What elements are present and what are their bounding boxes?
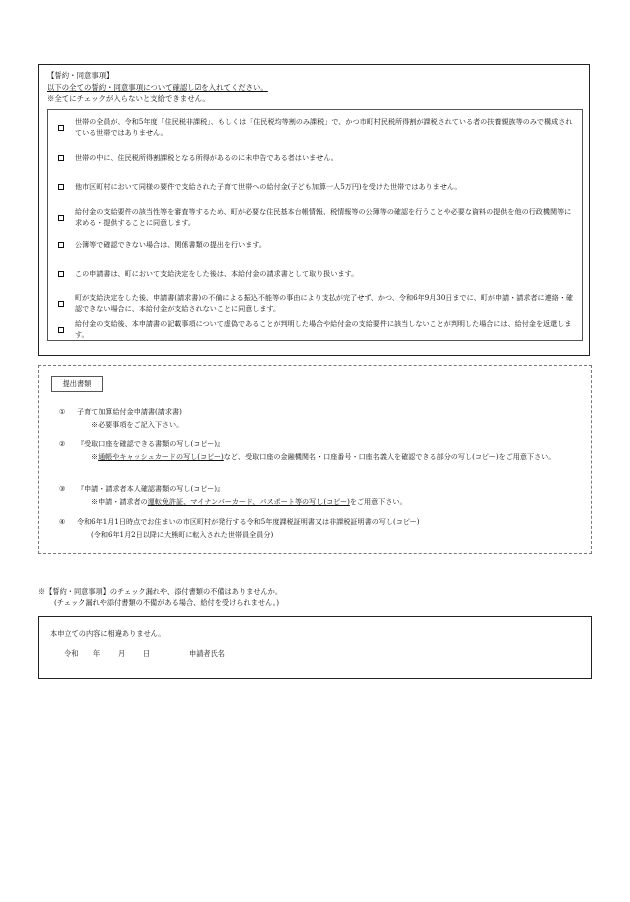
date-month-label: 月 <box>118 649 126 658</box>
consent-checkbox[interactable] <box>58 155 64 161</box>
consent-checkbox[interactable] <box>58 184 64 190</box>
document-title: 『受取口座を確認できる書類の写し(コピー)』 <box>77 439 225 448</box>
document-title: 令和6年1月1日時点でお住まいの市区町村が発行する令和5年度課税証明書又は非課税証明書の写し(コピー) <box>77 517 420 526</box>
consent-item-text: この申請書は、町において支給決定をした後は、本給付金の請求書として取り扱います。 <box>75 269 359 278</box>
consent-item-text: 世帯の全員が、令和5年度「住民税非課税」、もしくは「住民税均等割のみ課税」で、かつ市町村民税所得割が課税されている者の扶養親族等のみで構成されている世帯ではありません。 <box>75 117 573 137</box>
date-era-label: 令和 <box>64 649 79 658</box>
date-day-label: 日 <box>143 649 151 658</box>
consent-item-text: 他市区町村において同様の要件で支給された子育て世帯への給付金(子ども加算一人5万円)を受けた世帯ではありません。 <box>75 182 462 191</box>
consent-section <box>38 64 590 356</box>
warning-line-2: (チェック漏れや添付書類の不備がある場合、給付を受けられません。) <box>54 598 280 607</box>
warning-line-1: ※【誓約・同意事項】のチェック漏れや、添付書類の不備はありませんか。 <box>38 587 283 596</box>
consent-item-text: 世帯の中に、住民税所得割課税となる所得があるのに未申告である者はいません。 <box>75 153 338 162</box>
consent-title: 【誓約・同意事項】 <box>47 71 114 80</box>
consent-checkbox[interactable] <box>58 271 64 277</box>
document-note: ※必要事項をご記入下さい。 <box>91 420 184 429</box>
consent-checklist <box>47 109 583 341</box>
consent-item-text: 公簿等で確認できない場合は、関係書類の提出を行います。 <box>75 240 266 249</box>
document-number: ① <box>59 407 66 416</box>
consent-note: ※全てにチェックが入らないと支給できません。 <box>47 94 210 103</box>
consent-checkbox[interactable] <box>58 215 64 221</box>
document-note: ※申請・請求者の運転免許証、マイナンバーカード、パスポート等の写し(コピー)をご用意下さい。 <box>91 497 407 506</box>
consent-checkbox[interactable] <box>58 327 64 333</box>
documents-tag: 提出書類 <box>51 376 103 392</box>
document-note: (令和6年1月2日以降に大熊町に転入された世帯員全員分) <box>91 530 274 539</box>
document-title: 子育て加算給付金申請書(請求書) <box>77 407 182 416</box>
document-number: ③ <box>59 484 66 493</box>
document-number: ④ <box>59 517 66 526</box>
date-year-label: 年 <box>93 649 101 658</box>
consent-item-text: 町が支給決定をした後、申請書(請求書)の不備による振込不能等の事由により支払が完了せず、かつ、令和6年9月30日までに、町が申請・請求者に連絡・確認できない場合に、本給付金が支給されないことに同意します。 <box>75 293 574 313</box>
document-number: ② <box>59 439 66 448</box>
document-title: 『申請・請求者本人確認書類の写し(コピー)』 <box>77 484 225 493</box>
consent-checkbox[interactable] <box>58 301 64 307</box>
consent-item-text: 給付金の支給要件の該当性等を審査等するため、町が必要な住民基本台帳情報、税情報等の公簿等の確認を行うことや必要な資料の提供を他の行政機関等に求める・提供することに同意します。 <box>75 207 572 227</box>
applicant-name-label: 申請者氏名 <box>189 649 225 658</box>
declaration-text: 本申立ての内容に相違ありません。 <box>50 629 166 638</box>
declaration-section <box>38 616 592 679</box>
document-note: ※通帳やキャッシュカードの写し(コピー)など、受取口座の金融機関名・口座番号・口座名義人を確認できる部分の写し(コピー)をご用意下さい。 <box>91 452 556 461</box>
consent-instruction: 以下の全ての誓約・同意事項について確認し☑を入れてください。 <box>47 83 268 92</box>
documents-section <box>38 365 592 554</box>
consent-checkbox[interactable] <box>58 125 64 131</box>
consent-checkbox[interactable] <box>58 242 64 248</box>
consent-item-text: 給付金の支給後、本申請書の記載事項について虚偽であることが判明した場合や給付金の支給要件に該当しないことが判明した場合には、給付金を返還します。 <box>75 319 572 339</box>
